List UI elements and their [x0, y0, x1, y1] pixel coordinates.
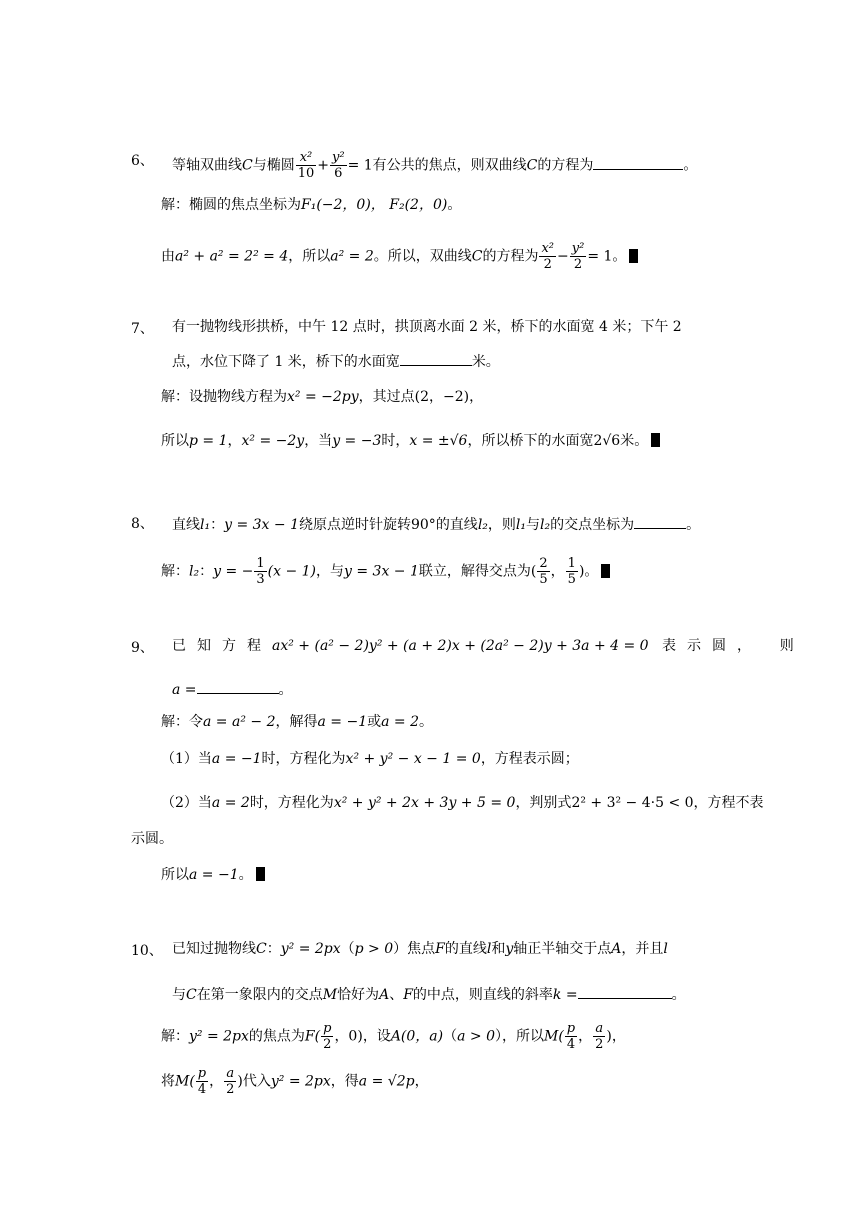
- problem-8-number: 8、: [131, 516, 154, 532]
- problem-6-number: 6、: [131, 153, 154, 169]
- answer-blank[interactable]: [400, 350, 472, 366]
- problem-9-solution-line-3: （2）当a = 2时，方程化为x² + y² + 2x + 3y + 5 = 0，判别式2² + 3² − 4·5 < 0，方程不表: [161, 795, 764, 811]
- answer-blank[interactable]: [634, 513, 686, 529]
- problem-9-number: 9、: [131, 640, 154, 656]
- problem-6-question: 等轴双曲线C与椭圆 $\frac{\text{x²}}{10}$ + $\frac{\text{y²}}{6}$ = 1有公共的焦点，则双曲线C的方程为 。: [172, 150, 698, 181]
- problem-10-question-line-1: 已知过抛物线C：y² = 2px（p > 0）焦点F的直线l和y轴正半轴交于点A，并且l: [172, 941, 668, 957]
- problem-6-solution-line-2: 由a² + a² = 2² = 4，所以a² = 2。所以，双曲线C的方程为 $\frac{\text{x²}}{2}$ − $\frac{\text{y²}}{2}$ = 1。: [161, 241, 638, 272]
- problem-6-solution-line-1: 解：椭圆的焦点坐标为F₁(−2，0)， F₂(2，0)。: [161, 197, 462, 213]
- problem-9-solution-line-1: 解：令a = a² − 2，解得a = −1或a = 2。: [161, 714, 433, 730]
- answer-blank[interactable]: [593, 154, 683, 170]
- problem-7-number: 7、: [131, 321, 154, 337]
- problem-8-question: 直线l₁：y = 3x − 1绕原点逆时针旋转90°的直线l₂，则l₁与l₂的交点坐标为 。: [172, 513, 700, 534]
- answer-blank[interactable]: [197, 678, 279, 694]
- problem-9-solution-line-4: 示圆。: [131, 831, 173, 847]
- end-of-proof-mark: [651, 433, 660, 447]
- end-of-proof-mark: [601, 564, 610, 578]
- problem-9-question-line-2: a = 。: [172, 678, 293, 699]
- problem-7-question-line-2: 点，水位下降了 1 米，桥下的水面宽 米。: [172, 350, 500, 371]
- problem-9-question-line-1: 已知方程ax² + (a² − 2)y² + (a + 2)x + (2a² − 2)y + 3a + 4 = 0 表示圆， 则: [172, 638, 794, 654]
- problem-7-question-line-1: 有一抛物线形拱桥，中午 12 点时，拱顶离水面 2 米，桥下的水面宽 4 米；下午 2: [172, 319, 682, 335]
- end-of-proof-mark: [256, 867, 265, 881]
- end-of-proof-mark: [629, 249, 638, 263]
- problem-7-solution-line-2: 所以p = 1，x² = −2y，当y = −3时，x = ±√6，所以桥下的水面宽2√6米。: [161, 432, 660, 450]
- problem-10-number: 10、: [131, 943, 163, 959]
- problem-8-solution-line-1: 解：l₂：y = − $\frac{1}{3}$ (x − 1)，与y = 3x − 1联立，解得交点为( $\frac{2}{5}$ ， $\frac{1}{5}$ )。: [161, 556, 610, 587]
- problem-10-solution-line-2: 将M( $\frac{p}{4}$ ， $\frac{a}{2}$ )代入y² = 2px，得a = √2p，: [161, 1066, 429, 1097]
- problem-9-solution-line-2: （1）当a = −1时，方程化为x² + y² − x − 1 = 0，方程表示圆；: [161, 751, 579, 767]
- problem-10-solution-line-1: 解：y² = 2px的焦点为F( $\frac{p}{2}$ ，0)，设A(0，a)（a > 0），所以M( $\frac{p}{4}$ ， $\frac{a}{2}$ )，: [161, 1021, 626, 1052]
- problem-9-solution-line-5: 所以a = −1。: [161, 866, 265, 884]
- problem-10-question-line-2: 与C在第一象限内的交点M恰好为A、F的中点，则直线的斜率k = 。: [172, 983, 686, 1004]
- problem-7-solution-line-1: 解：设抛物线方程为x² = −2py，其过点(2，−2)，: [161, 389, 484, 405]
- answer-blank[interactable]: [578, 983, 672, 999]
